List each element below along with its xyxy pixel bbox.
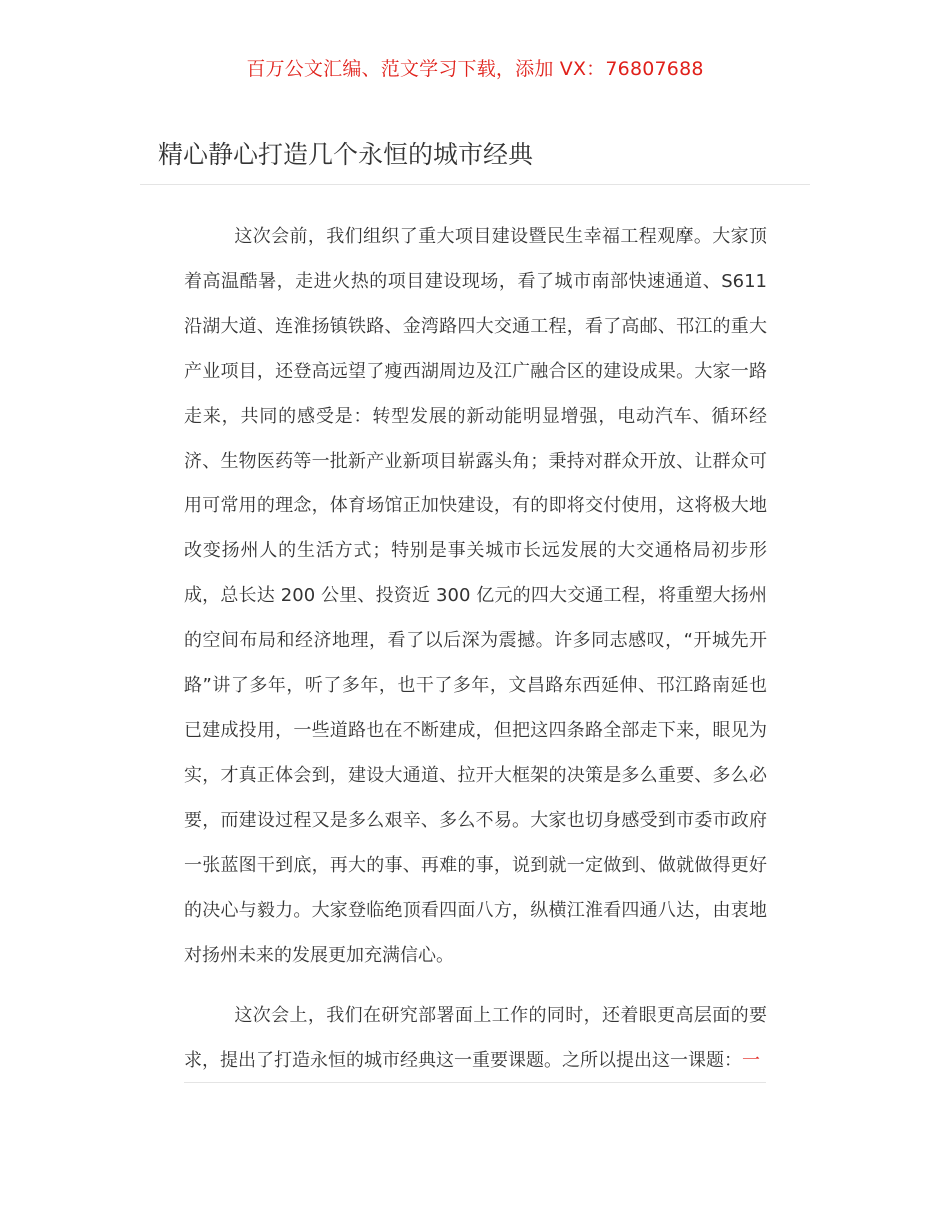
promo-banner: 百万公文汇编、范文学习下载，添加 VX：76807688 — [246, 58, 704, 80]
paragraph-2-continuation: 一 — [742, 1050, 760, 1072]
paragraph-2-text: 这次会上，我们在研究部署面上工作的同时，还着眼更高层面的要求，提出了打造永恒的城市经典这一重要课题。之所以提出这一课题： — [184, 1005, 767, 1072]
bottom-divider — [184, 1082, 766, 1083]
article-title: 精心静心打造几个永恒的城市经典 — [158, 140, 534, 169]
paragraph-1: 这次会前，我们组织了重大项目建设暨民生幸福工程观摩。大家顶着高温酷暑，走进火热的项目建设现场，看了城市南部快速通道、S611 沿湖大道、连淮扬镇铁路、金湾路四大交通工程，看了高邮、邗江的重大产业项目，还登高远望了瘦西湖周边及江广融合区的建设成果。大家一路走来，共同的感受是：转型发展的新动能明显增强，电动汽车、循环经济、生物医药等一批新产业新项目崭露头角；秉持对群众开放、让群众可用可常用的理念，体育场馆正加快建设，有的即将交付使用，这将极大地改变扬州人的生活方式；特别是事关城市长远发展的大交通格局初步形成，总长达 200 公里、投资近 300 亿元的四大交通工程，将重塑大扬州的空间布局和经济地理，看了以后深为震撼。许多同志感叹，“开城先开路”讲了多年，听了多年，也干了多年，文昌路东西延伸、邗江路南延也已建成投用，一些道路也在不断建成，但把这四条路全部走下来，眼见为实，才真正体会到，建设大通道、拉开大框架的决策是多么重要、多么必要，而建设过程又是多么艰辛、多么不易。大家也切身感受到市委市政府一张蓝图干到底，再大的事、再难的事，说到就一定做到、做就做得更好的决心与毅力。大家登临绝顶看四面八方，纵横江淮看四通八达，由衷地对扬州未来的发展更加充满信心。 — [184, 226, 767, 966]
title-divider — [140, 184, 810, 185]
paragraph-2 — [184, 994, 767, 1084]
article-body — [184, 215, 767, 1084]
